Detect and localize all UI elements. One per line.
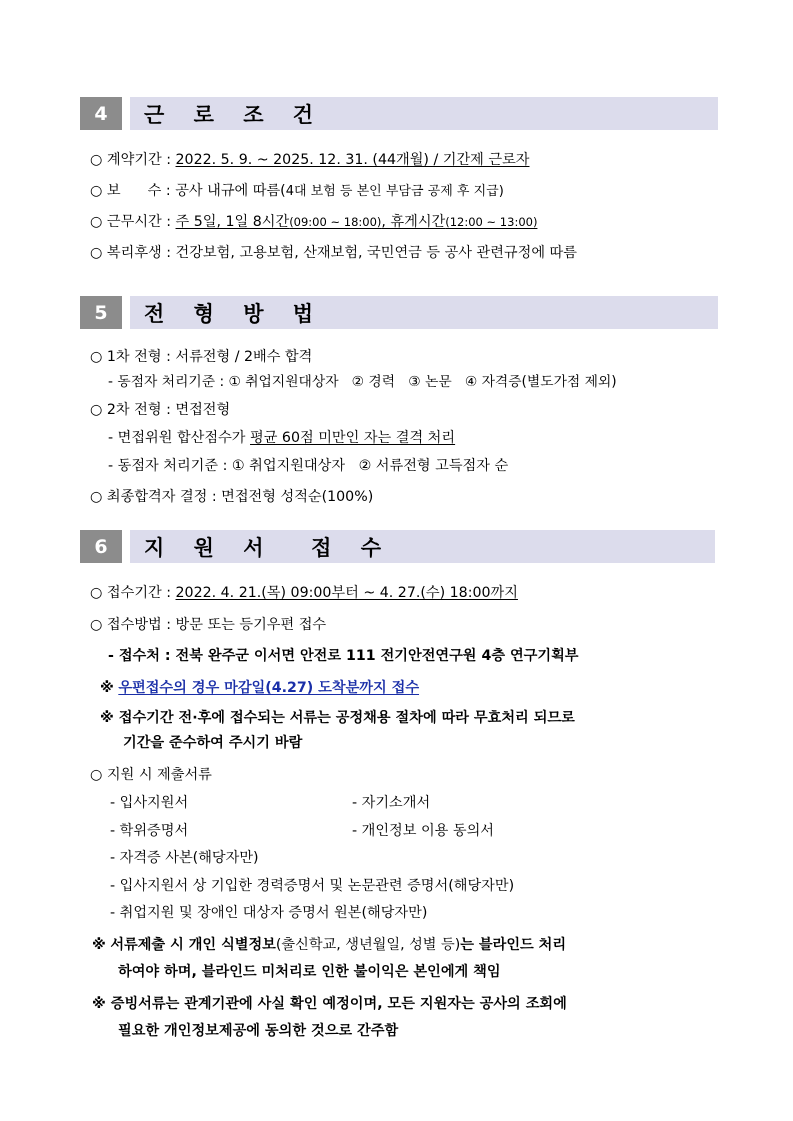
pay-line: ○ 보 수 : 공사 내규에 따름(4대 보험 등 본인 부담금 공제 후 지급)	[90, 183, 504, 199]
circle-bullet: ○	[90, 349, 103, 365]
section-number: 4	[80, 97, 122, 130]
round1-line: ○ 1차 전형 : 서류전형 / 2배수 합격	[90, 349, 313, 365]
section-title-bar	[130, 97, 718, 130]
section-title: 근 로 조 건	[144, 102, 325, 127]
tie-rule-1: - 동점자 처리기준 : ① 취업지원대상자 ② 경력 ③ 논문 ④ 자격증(별도가점 제외)	[108, 374, 617, 390]
final-line: ○ 최종합격자 결정 : 면접전형 성적순(100%)	[90, 489, 374, 505]
circle-bullet: ○	[90, 402, 103, 418]
contract-period: 2022. 5. 9. ~ 2025. 12. 31. (44개월) / 기간제 근로자	[175, 152, 530, 168]
welfare-line: ○ 복리후생 : 건강보험, 고용보험, 산재보험, 국민연금 등 공사 관련규정에 따름	[90, 245, 577, 261]
doc-item: - 학위증명서	[110, 823, 189, 839]
docs-title: ○ 지원 시 제출서류	[90, 767, 212, 783]
doc-item: - 입사지원서 상 기입한 경력증명서 및 논문관련 증명서(해당자만)	[110, 878, 515, 894]
mail-note: ※ 우편접수의 경우 마감일(4.27) 도착분까지 접수	[100, 680, 420, 696]
interview-rule: - 면접위원 합산점수가 평균 60점 미만인 자는 결격 처리	[108, 430, 456, 446]
section-title-bar	[130, 530, 715, 563]
verify-note: ※ 증빙서류는 관계기관에 사실 확인 예정이며, 모든 지원자는 공사의 조회에	[92, 996, 567, 1012]
section-number: 5	[80, 296, 122, 329]
contract-line: ○ 계약기간 : 2022. 5. 9. ~ 2025. 12. 31. (44개월) / 기간제 근로자	[90, 152, 530, 168]
apply-period-line: ○ 접수기간 : 2022. 4. 21.(목) 09:00부터 ~ 4. 27.(수) 18:00까지	[90, 585, 518, 601]
verify-note-cont: 필요한 개인정보제공에 동의한 것으로 간주함	[118, 1023, 399, 1039]
circle-bullet: ○	[90, 617, 103, 633]
section-number: 6	[80, 530, 122, 563]
section-title-bar	[130, 296, 718, 329]
hours-line: ○ 근무시간 : 주 5일, 1일 8시간(09:00 ~ 18:00), 휴게시간(12:00 ~ 13:00)	[90, 214, 538, 230]
doc-item: - 자격증 사본(해당자만)	[110, 850, 259, 866]
section-title: 전 형 방 법	[144, 301, 325, 326]
circle-bullet: ○	[90, 245, 103, 261]
circle-bullet: ○	[90, 585, 103, 601]
circle-bullet: ○	[90, 767, 103, 783]
circle-bullet: ○	[90, 152, 103, 168]
doc-item: - 개인정보 이용 동의서	[352, 823, 495, 839]
round2-line: ○ 2차 전형 : 면접전형	[90, 402, 231, 418]
period-warning-cont: 기간을 준수하여 주시기 바람	[123, 735, 303, 751]
apply-method-line: ○ 접수방법 : 방문 또는 등기우편 접수	[90, 617, 327, 633]
blind-note: ※ 서류제출 시 개인 식별정보(출신학교, 생년월일, 성별 등)는 블라인드 처리	[92, 937, 567, 953]
doc-item: - 자기소개서	[352, 795, 431, 811]
period-warning: ※ 접수기간 전·후에 접수되는 서류는 공정채용 절차에 따라 무효처리 되므로	[100, 710, 575, 726]
work-hours: 주 5일, 1일 8시간(09:00 ~ 18:00), 휴게시간(12:00 ~ 13:00)	[175, 214, 538, 230]
doc-item: - 취업지원 및 장애인 대상자 증명서 원본(해당자만)	[110, 905, 428, 921]
circle-bullet: ○	[90, 183, 103, 199]
section-title: 지 원 서 접 수	[144, 535, 392, 560]
apply-address: - 접수처 : 전북 완주군 이서면 안전로 111 전기안전연구원 4층 연구기획부	[108, 648, 579, 664]
blind-note-cont: 하여야 하며, 블라인드 미처리로 인한 불이익은 본인에게 책임	[118, 964, 501, 980]
doc-item: - 입사지원서	[110, 795, 189, 811]
tie-rule-2: - 동점자 처리기준 : ① 취업지원대상자 ② 서류전형 고득점자 순	[108, 458, 509, 474]
circle-bullet: ○	[90, 489, 103, 505]
circle-bullet: ○	[90, 214, 103, 230]
